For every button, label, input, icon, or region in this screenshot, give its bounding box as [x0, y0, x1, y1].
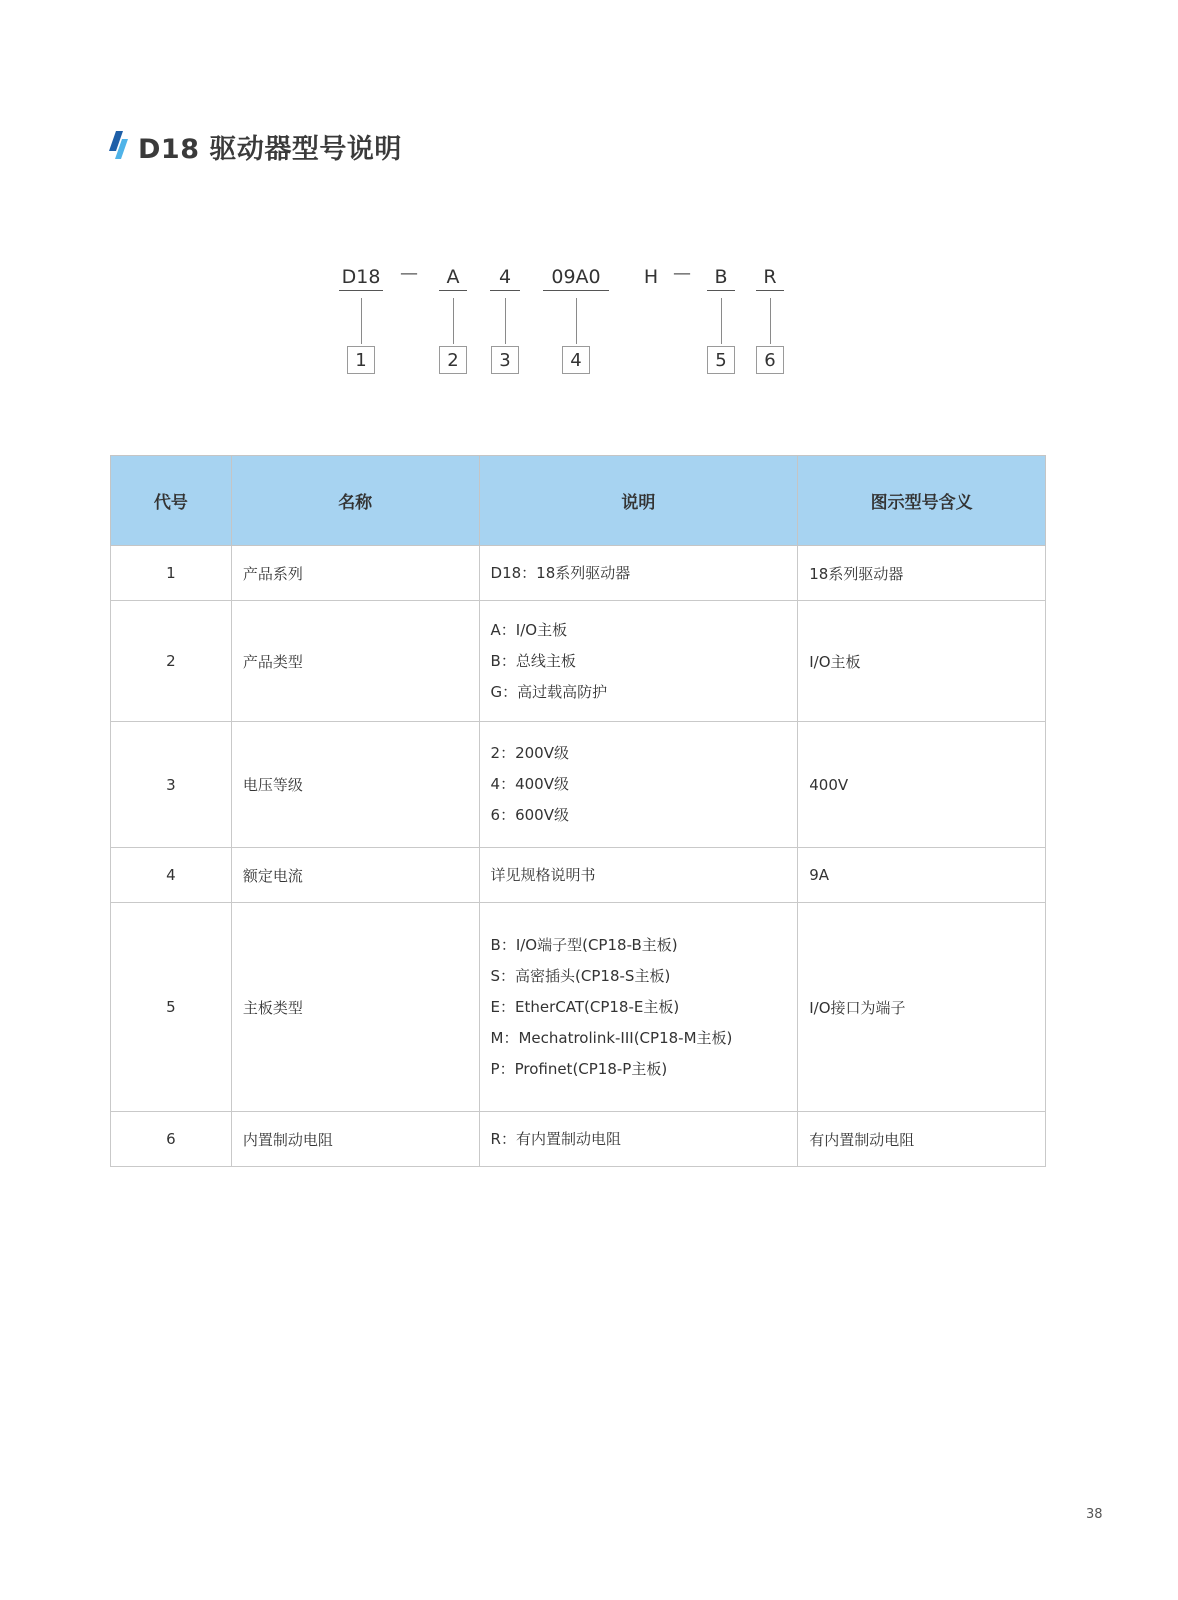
segment-series: D18 — [339, 266, 383, 291]
connector-line — [505, 298, 506, 344]
segment-voltage: 4 — [490, 266, 520, 291]
table-row — [111, 903, 1046, 1112]
cell-code: 2 — [111, 601, 232, 722]
cell-description — [479, 722, 798, 848]
code-number-box: 4 — [562, 346, 590, 374]
header-name: 名称 — [231, 456, 479, 546]
description-line: S：高密插头(CP18-S主板) — [490, 966, 671, 985]
header-code: 代号 — [111, 456, 232, 546]
cell-name: 电压等级 — [231, 722, 479, 848]
cell-meaning: 18系列驱动器 — [798, 546, 1046, 601]
table-row — [111, 601, 1046, 722]
description-line: 4：400V级 — [490, 775, 569, 793]
cell-description — [479, 1112, 798, 1167]
code-number-box: 5 — [707, 346, 735, 374]
code-number-box: 6 — [756, 346, 784, 374]
description-line: D18：18系列驱动器 — [490, 563, 631, 582]
model-code-diagram — [0, 0, 1178, 420]
connector-line — [770, 298, 771, 344]
connector-line — [576, 298, 577, 344]
description-line: B：总线主板 — [490, 651, 576, 670]
cell-code: 1 — [111, 546, 232, 601]
page-number: 38 — [1086, 1507, 1103, 1522]
connector-line — [361, 298, 362, 344]
table-header-row — [111, 456, 1046, 546]
description-line: M：Mechatrolink-III(CP18-M主板) — [490, 1028, 733, 1047]
description-line: 2：200V级 — [490, 744, 569, 762]
cell-meaning: I/O接口为端子 — [798, 903, 1046, 1112]
model-spec-table — [110, 455, 1046, 1167]
cell-code: 4 — [111, 848, 232, 903]
cell-description — [479, 903, 798, 1112]
description-line: P：Profinet(CP18-P主板) — [490, 1059, 668, 1078]
cell-description — [479, 546, 798, 601]
segment-type: A — [439, 266, 467, 291]
segment-h: H — [643, 266, 659, 288]
table-row — [111, 722, 1046, 848]
code-number-box: 3 — [491, 346, 519, 374]
cell-description — [479, 601, 798, 722]
code-number-box: 2 — [439, 346, 467, 374]
cell-name: 主板类型 — [231, 903, 479, 1112]
header-meaning: 图示型号含义 — [798, 456, 1046, 546]
segment-dash: — — [673, 263, 691, 284]
description-line: B：I/O端子型(CP18-B主板) — [490, 935, 678, 954]
connector-line — [453, 298, 454, 344]
cell-name: 产品类型 — [231, 601, 479, 722]
cell-meaning: 400V — [798, 722, 1046, 848]
cell-description — [479, 848, 798, 903]
cell-code: 3 — [111, 722, 232, 848]
description-line: E：EtherCAT(CP18-E主板) — [490, 997, 680, 1016]
description-line: G：高过载高防护 — [490, 682, 608, 701]
code-number-box: 1 — [347, 346, 375, 374]
connector-line — [721, 298, 722, 344]
segment-board: B — [707, 266, 735, 291]
cell-code: 5 — [111, 903, 232, 1112]
segment-resistor: R — [756, 266, 784, 291]
cell-name: 额定电流 — [231, 848, 479, 903]
cell-meaning: 9A — [798, 848, 1046, 903]
description-line: 6：600V级 — [490, 806, 569, 824]
description-line: R：有内置制动电阻 — [490, 1129, 621, 1148]
header-description: 说明 — [479, 456, 798, 546]
cell-code: 6 — [111, 1112, 232, 1167]
page-title: D18 驱动器型号说明 — [138, 133, 402, 165]
description-line: A：I/O主板 — [490, 620, 568, 639]
cell-meaning: I/O主板 — [798, 601, 1046, 722]
table-row — [111, 546, 1046, 601]
cell-name: 内置制动电阻 — [231, 1112, 479, 1167]
table-row — [111, 1112, 1046, 1167]
segment-dash: — — [400, 263, 418, 284]
segment-current: 09A0 — [543, 266, 609, 291]
table-row — [111, 848, 1046, 903]
cell-meaning: 有内置制动电阻 — [798, 1112, 1046, 1167]
description-line: 详见规格说明书 — [490, 865, 596, 884]
cell-name: 产品系列 — [231, 546, 479, 601]
